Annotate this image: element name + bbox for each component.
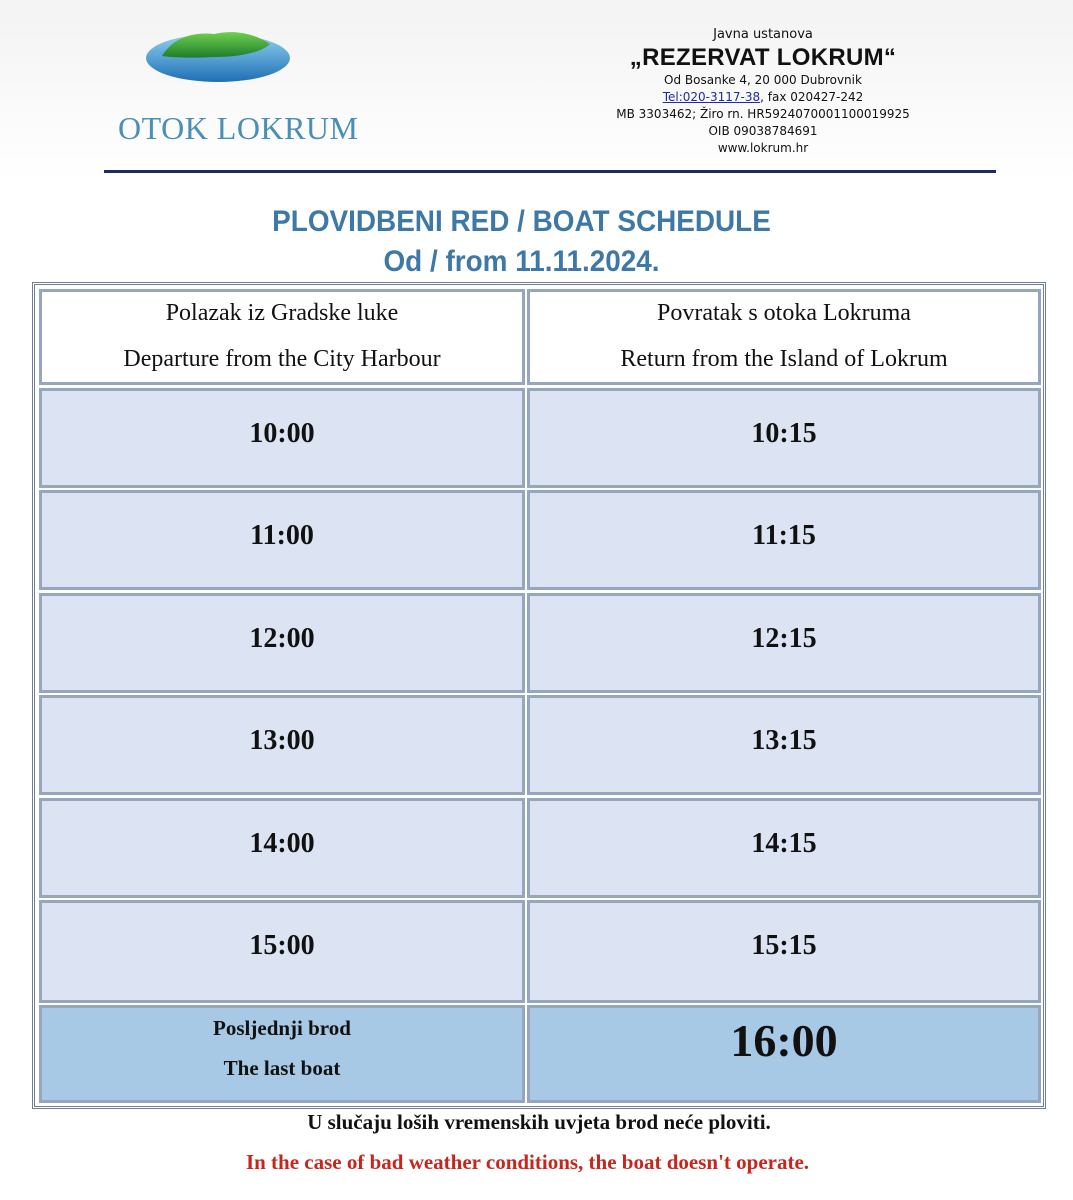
departure-time: 11:00 — [250, 520, 314, 551]
return-cell — [527, 490, 1041, 590]
departure-time: 10:00 — [249, 418, 315, 449]
organization-name: „REZERVAT LOKRUM“ — [629, 44, 897, 71]
return-time: 13:15 — [751, 725, 817, 756]
contact-line — [598, 89, 928, 106]
header-divider — [104, 170, 996, 173]
fax-number: , fax 020427-242 — [760, 90, 864, 104]
return-header-hr: Povratak s otoka Lokruma — [657, 300, 911, 326]
departure-cell — [39, 798, 525, 898]
schedule-title — [37, 202, 1007, 282]
weather-note-hr: U slučaju loših vremenskih uvjeta brod neće ploviti. — [307, 1110, 771, 1134]
return-cell — [527, 593, 1041, 693]
last-boat-label-en: The last boat — [223, 1056, 341, 1080]
last-boat-time: 16:00 — [730, 1015, 838, 1066]
return-cell — [527, 798, 1041, 898]
departure-cell — [39, 695, 525, 795]
return-time: 12:15 — [751, 623, 817, 654]
departure-cell — [39, 900, 525, 1003]
title-date: Od / from 11.11.2024. — [383, 245, 660, 278]
return-time: 10:15 — [751, 418, 817, 449]
oib-number: OIB 09038784691 — [708, 124, 818, 138]
departure-header-hr: Polazak iz Gradske luke — [165, 300, 399, 326]
departure-cell — [39, 388, 525, 488]
organization-header — [598, 26, 928, 157]
departure-cell — [39, 593, 525, 693]
return-header-en: Return from the Island of Lokrum — [620, 346, 948, 372]
return-time: 11:15 — [752, 520, 816, 551]
institution-type: Javna ustanova — [713, 27, 813, 42]
departure-time: 15:00 — [249, 930, 315, 961]
return-header — [527, 289, 1041, 385]
departure-time: 14:00 — [249, 828, 315, 859]
lokrum-logo — [112, 20, 359, 146]
last-boat-label-hr: Posljednji brod — [213, 1016, 351, 1040]
last-boat-label-cell — [39, 1005, 525, 1103]
return-cell — [527, 900, 1041, 1003]
departure-header — [39, 289, 525, 385]
address: Od Bosanke 4, 20 000 Dubrovnik — [664, 73, 862, 87]
return-cell — [527, 695, 1041, 795]
departure-header-en: Departure from the City Harbour — [123, 346, 441, 372]
return-cell — [527, 388, 1041, 488]
weather-note-en: In the case of bad weather conditions, the boat doesn't operate. — [245, 1150, 810, 1174]
registry-number: MB 3303462; Žiro rn. HR5924070001100019925 — [616, 107, 910, 121]
return-time: 14:15 — [751, 828, 817, 859]
last-boat-time-cell — [527, 1005, 1041, 1103]
phone-link[interactable]: Tel:020-3117-38 — [662, 90, 761, 104]
website: www.lokrum.hr — [717, 141, 809, 155]
departure-time: 13:00 — [249, 725, 315, 756]
departure-time: 12:00 — [249, 623, 315, 654]
departure-cell — [39, 490, 525, 590]
schedule-table — [32, 282, 1046, 1109]
island-logo-icon — [144, 24, 292, 90]
title-main: PLOVIDBENI RED / BOAT SCHEDULE — [272, 205, 771, 238]
logo-text: OTOK LOKRUM — [118, 110, 359, 146]
return-time: 15:15 — [751, 930, 817, 961]
